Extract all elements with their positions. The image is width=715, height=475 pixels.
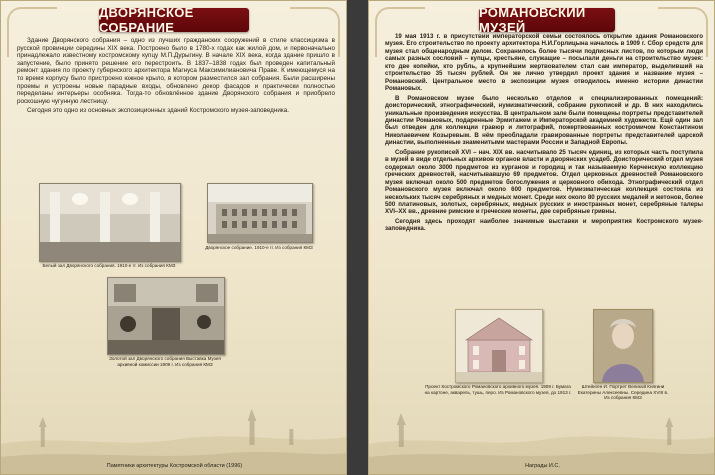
article-text xyxy=(17,37,335,117)
page-title-banner xyxy=(99,5,249,35)
page-footer: Награды И.С. xyxy=(525,463,560,469)
paragraph: 19 мая 1913 г. в присутствии императорской семьи состоялось открытие здания Романовского музея. Его строительство по проекту архитектора Н.И.Горлицына началось в 1909 г. Сбор средств для музея стал общенародным делом. Сохранилось более тысячи подписных листов, по которым люди самых разных сословий – купцы, крестьяне, служащие – посылали деньги на строительство музея: кто две копейки, кто рубль, а крупнейшим жертвователем стал сам император, выделивший на строительство 35 тысяч рублей. Он же лично утвердил проект здания и название музея – Романовский. Центральное место в экспозиции музея отводилось именно истории династии Романовых. xyxy=(385,33,703,93)
page-footer: Памятники архитектуры Костромской области (1996) xyxy=(106,463,243,469)
left-page xyxy=(0,0,347,475)
photo-caption: Золотой зал Дворянского собрания Выставка Музея архивной комиссии 1909 г. Из собрания КМЗ xyxy=(109,356,221,367)
paragraph: В Романовском музее было несколько отделов и специализированных помещений: доисторический, этнографический, нумизматический, собрание рукописей и др. В них находились уникальные произведения искусства. В центральном зале были помещены портреты представителей династии Романовых, подаренные Эрмитажем и Императорской академией художеств. Ещё один зал был отведен для коллекции гравюр и литографий, пожертвованных костромичом Константином Николаевичем Козыревым. В нём преобладали гравированные портреты представителей царской династии, выполненные знаменитыми мастерами России и Западной Европы. xyxy=(385,94,703,147)
paragraph: Собрание рукописей XVI – нач. XIX вв. насчитывало 25 тысяч единиц, из которых часть поступила в музей в виде отдельных архивов органов власти и дворянских усадеб. Доисторический отдел музея содержал около 3000 предметов из курганов и городищ и так называемую Керченскую коллекцию греческих древностей, насчитывавшую 69 предметов. Отдел церковных древностей Романовского музея включал около 500 предметов богослужения и церковного обихода. Этнографический отдел Романовского музея включал около 600 предметов. Нумизматическая коллекция состояла из нескольких тысяч серебряных и медных монет. Среди них около 80 русских медалей и жетонов, более 500 платиновых, золотых, серебряных, медных русских и иностранных монет, серебряные талеры XVI–XX вв., древние римские и греческие монеты, две серебряные гривны. xyxy=(385,148,703,216)
photo-caption: Белый зал Дворянского собрания. 1910-е гг. Из собрания КМЗ xyxy=(42,263,176,268)
white-hall-photo xyxy=(39,183,181,262)
paragraph: Сегодня это одно из основных экспозиционных зданий Костромского музея-заповедника. xyxy=(27,107,289,115)
drawing-caption: Проект Костромского Романовского архивного музея. 1909 г. Бумага на картоне, акварель, тушь, перо. Из Романовского музея, до 1913 г. xyxy=(424,384,572,395)
museum-project-drawing xyxy=(455,309,543,383)
paragraph: Здание Дворянского собрания – одно из лучших гражданских сооружений в стиле классицизма в русской провинции середины XIX века. Построено было в 1780-х годах как жилой дом, и первоначально принадлежало известному костромскому купцу М.П.Дурыгину. В начале XIX века, когда здание пришло в запустение, было принято решение его перестроить. В 1837–1838 годах был проведен капитальный ремонт здания по проекту губернского архитектора Магнуса Максимилиановича Праве. К имеющемуся на то время корпусу было пристроено южное крыло, в котором разместился зал собрания. Были расширены проемы и устроены новые парадные входы, обновлено декор фасадов и практически полностью переделаны интерьеры особняка. Тогда-то обновлённое здание Дворянского собрания и приобрело роскошную чугунную лестницу. xyxy=(17,37,335,105)
facade-photo xyxy=(207,183,313,243)
article-text xyxy=(385,33,703,235)
page-title: РОМАНОВСКИЙ МУЗЕЙ xyxy=(479,5,586,35)
gold-hall-photo xyxy=(107,277,225,355)
photo-caption: Дворянское собрание. 1910-е гг. Из собрания КМЗ xyxy=(205,245,313,250)
portrait-painting xyxy=(593,309,653,383)
portrait-caption: Штейнген И. Портрет Великой Княгини Екатерины Алексеевны. Середина XVIII в. Из собрания КМЗ xyxy=(577,384,669,401)
paragraph: Сегодня здесь проходят наиболее значимые выставки и мероприятия Костромского музея-заповедника. xyxy=(385,217,703,233)
right-page xyxy=(368,0,715,475)
page-title-banner xyxy=(479,5,615,35)
page-title: ДВОРЯНСКОЕ СОБРАНИЕ xyxy=(99,5,194,35)
